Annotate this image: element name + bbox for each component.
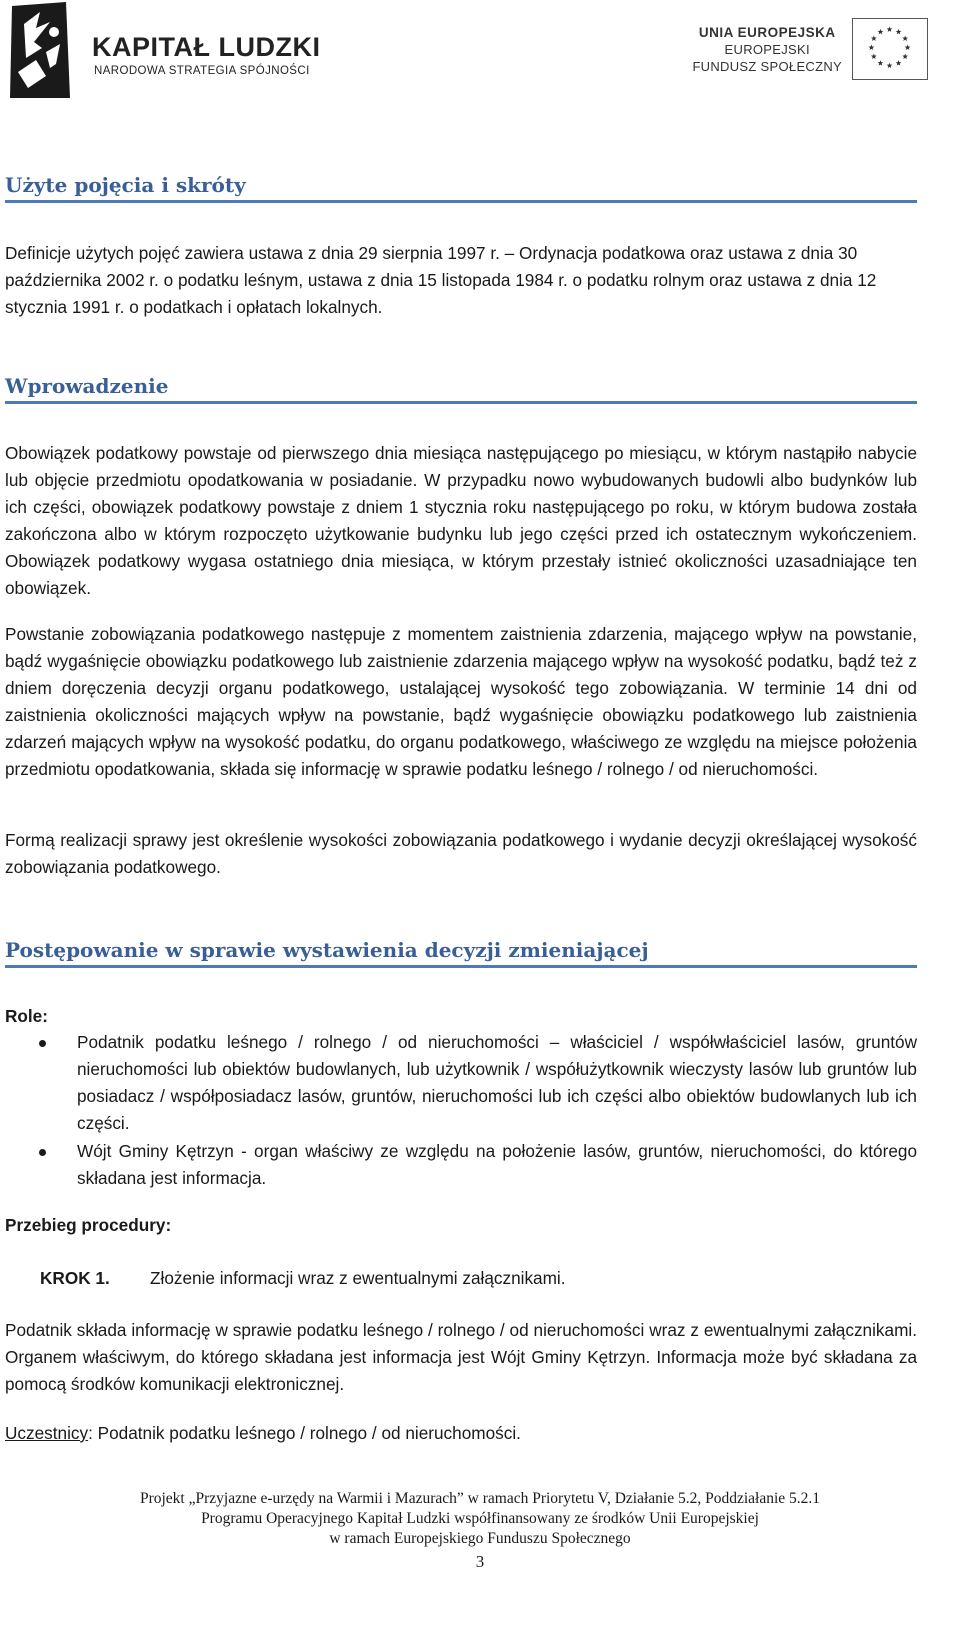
step-text: Złożenie informacji wraz z ewentualnymi załącznikami.	[150, 1268, 566, 1288]
kapital-ludzki-logo	[6, 2, 346, 100]
eu-star-icon	[887, 26, 893, 32]
kapital-ludzki-subtitle: NARODOWA STRATEGIA SPÓJNOŚCI	[94, 65, 310, 77]
page-header	[0, 0, 960, 110]
participants-text: : Podatnik podatku leśnego / rolnego / od nieruchomości.	[88, 1423, 521, 1443]
eu-star-icon	[887, 63, 893, 69]
eu-star-icon	[896, 60, 902, 66]
footer-line3: w ramach Europejskiego Funduszu Społecznego	[329, 1530, 631, 1547]
roles-label: Role:	[5, 1006, 48, 1026]
page-footer	[0, 1489, 960, 1549]
bullet-icon	[39, 1149, 46, 1156]
eu-logo-line3: FUNDUSZ SPOŁECZNY	[692, 59, 842, 74]
eu-star-icon	[869, 45, 875, 51]
eu-stars-icon	[853, 19, 926, 78]
roles-list	[5, 1029, 917, 1193]
eu-star-icon	[896, 29, 902, 35]
bullet-icon	[39, 1040, 46, 1047]
eu-star-icon	[902, 35, 908, 41]
eu-logo-line1: UNIA EUROPEJSKA	[698, 25, 836, 40]
footer-line2: Programu Operacyjnego Kapitał Ludzki współfinansowany ze środków Unii Europejskiej	[201, 1510, 759, 1527]
kapital-ludzki-title: KAPITAŁ LUDZKI	[92, 32, 321, 62]
footer-line1: Projekt „Przyjazne e-urzędy na Warmii i Mazurach” w ramach Priorytetu V, Działanie 5.2, Poddziałanie 5.2.1	[139, 1490, 821, 1507]
kapital-ludzki-emblem-icon	[6, 2, 76, 100]
step-label: KROK 1.	[40, 1268, 110, 1288]
step-1	[40, 1265, 566, 1292]
participants	[5, 1420, 521, 1447]
terms-paragraph: Definicje użytych pojęć zawiera ustawa z dnia 29 sierpnia 1997 r. – Ordynacja podatkowa oraz ustawa z dnia 30 października 2002 r. o podatku leśnym, ustawa z dnia 15 listopada 1984 r. o podatku rolnym oraz ustawa z dnia 12 stycznia 1991 r. o podatkach i opłatach lokalnych.	[5, 243, 877, 317]
eu-star-icon	[905, 45, 911, 51]
eu-star-icon	[878, 29, 884, 35]
section-heading-terms: Użyte pojęcia i skróty	[5, 172, 917, 203]
role-item-text: Wójt Gminy Kętrzyn - organ właściwy ze względu na położenie lasów, gruntów, nieruchomości, do którego składana jest informacja.	[77, 1141, 917, 1188]
procedure-flow-label: Przebieg procedury:	[5, 1215, 172, 1235]
eu-star-icon	[878, 60, 884, 66]
eu-star-icon	[902, 54, 908, 60]
intro-paragraph-3: Formą realizacji sprawy jest określenie wysokości zobowiązania podatkowego i wydanie decyzji określającej wysokość zobowiązania podatkowego.	[5, 830, 917, 877]
step-description: Podatnik składa informację w sprawie podatku leśnego / rolnego / od nieruchomości wraz z ewentualnymi załącznikami. Organem właściwym, do którego składana jest informacja jest Wójt Gminy Kętrzyn. Informacja może być składana za pomocą środków komunikacji elektronicznej.	[5, 1320, 917, 1394]
role-item	[5, 1029, 917, 1137]
participants-label: Uczestnicy	[5, 1423, 89, 1443]
section-heading-procedure: Postępowanie w sprawie wystawienia decyzji zmieniającej	[5, 937, 917, 968]
eu-logo-text	[692, 24, 842, 75]
intro-paragraph-2: Powstanie zobowiązania podatkowego następuje z momentem zaistnienia zdarzenia, mającego wpływ na powstanie, bądź wygaśnięcie obowiązku podatkowego lub zaistnienie zdarzenia mającego wpływ na wysokość podatku, bądź też z dniem doręczenia decyzji organu podatkowego, ustalającej wysokość tego zobowiązania. W terminie 14 dni od zaistnienia okoliczności mających wpływ na powstanie, bądź wygaśnięcie obowiązku podatkowego lub zaistnienia zdarzeń mających wpływ na wysokość podatku, do organu podatkowego, właściwego ze względu na miejsce położenia przedmiotu opodatkowania, składa się informację w sprawie podatku leśnego / rolnego / od nieruchomości.	[5, 624, 917, 779]
intro-paragraph-1: Obowiązek podatkowy powstaje od pierwszego dnia miesiąca następującego po miesiącu, w którym nastąpiło nabycie lub objęcie przedmiotu opodatkowania w posiadanie. W przypadku nowo wybudowanych budowli albo budynków lub ich części, obowiązek podatkowy powstaje z dniem 1 stycznia roku następującego po roku, w którym budowa została zakończona albo w którym rozpoczęto użytkowanie budynku lub jego części przed ich ostatecznym wykończeniem. Obowiązek podatkowy wygasa ostatniego dnia miesiąca, w którym przestały istnieć okoliczności uzasadniające ten obowiązek.	[5, 443, 917, 598]
role-item	[5, 1138, 917, 1192]
eu-logo	[688, 18, 928, 84]
page-number: 3	[475, 1552, 485, 1571]
section-heading-intro: Wprowadzenie	[5, 373, 917, 404]
eu-flag	[852, 18, 928, 80]
role-item-text: Podatnik podatku leśnego / rolnego / od nieruchomości – właściciel / współwłaściciel lasów, gruntów nieruchomości lub obiektów budowlanych, lub użytkownik / współużytkownik wieczysty lasów lub gruntów lub posiadacz / współposiadacz lasów, gruntów, nieruchomości lub ich części albo obiektów budowlanych lub ich części.	[77, 1032, 917, 1133]
eu-star-icon	[871, 35, 877, 41]
eu-logo-line2: EUROPEJSKI	[724, 42, 810, 57]
eu-star-icon	[871, 54, 877, 60]
